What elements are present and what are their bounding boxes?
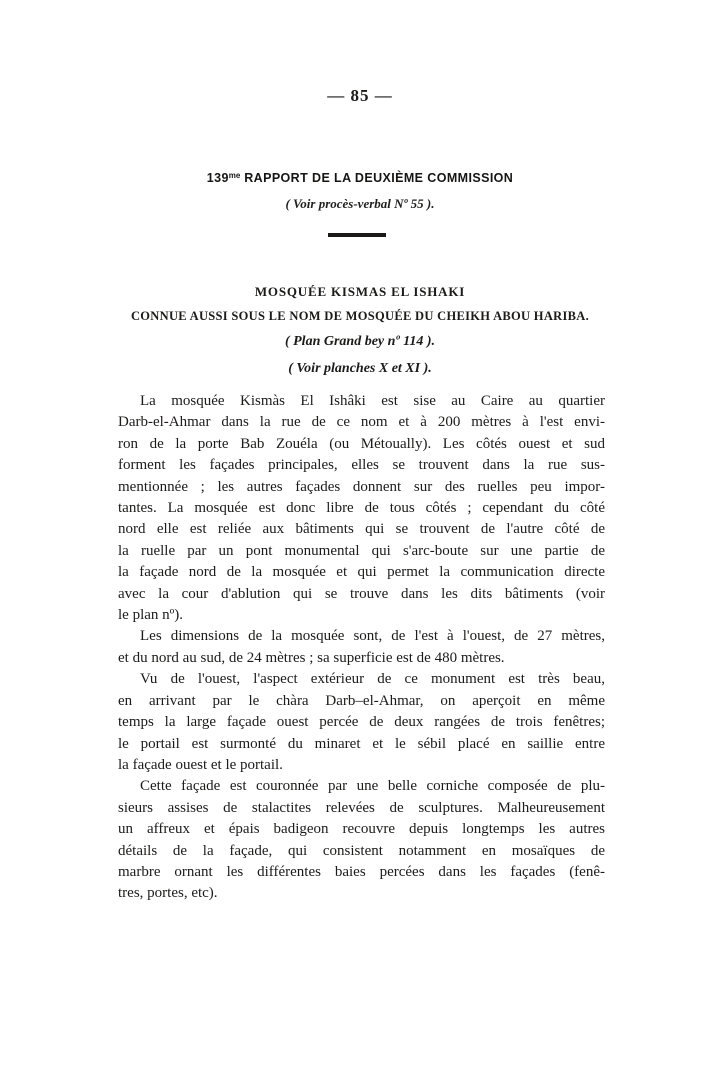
page-number: — 85 — (327, 86, 393, 105)
report-subtitle: ( Voir procès-verbal Nº 55 ). (285, 196, 435, 211)
document-title-line2: CONNUE AUSSI SOUS LE NOM DE MOSQUÉE DU CHEIKH ABOU HARIBA. (130, 309, 590, 323)
text-line: et du nord au sud, de 24 mètres ; sa superficie est de 480 mètres. (118, 649, 505, 666)
text-line: La mosquée Kismàs El Ishâki est sise au Caire au quartier (140, 393, 605, 409)
text-line: Les dimensions de la mosquée sont, de l'est à l'ouest, de 27 mètres, (140, 628, 605, 645)
text-line: forment les façades principales, elles se trouvent dans la rue sus- (118, 457, 605, 474)
report-title: RAPPORT DE LA DEUXIÈME COMMISSION (240, 171, 514, 185)
text-line: ron de la porte Bab Zouéla (ou Métoually). Les côtés ouest et sud (118, 435, 605, 452)
text-line: le plan nº). (118, 607, 184, 624)
text-line: Cette façade est couronnée par une belle corniche composée de plu- (140, 778, 605, 795)
text-line: Darb-el-Ahmar dans la rue de ce nom et à 200 mètres à l'est envi- (118, 414, 605, 431)
text-line: avec la cour d'ablution qui se trouve dans les dits bâtiments (voir (118, 585, 605, 602)
text-line: la ruelle par un pont monumental qui s'arc-boute sur une partie de (118, 542, 605, 559)
plates-reference: ( Voir planches X et XI ). (288, 361, 432, 376)
text-line: tres, portes, etc). (118, 885, 218, 902)
text-line: le portail est surmonté du minaret et le sébil placé en saillie entre (118, 735, 605, 752)
text-line: marbre ornant les différentes baies percées dans les façades (fenê- (118, 863, 605, 880)
text-line: mentionnée ; les autres façades donnent sur des ruelles peu impor- (118, 478, 605, 495)
text-line: sieurs assises de stalactites relevées de sculptures. Malheureusement (118, 799, 605, 816)
text-line: tantes. La mosquée est donc libre de tous côtés ; cependant du côté (118, 500, 605, 517)
text-line: temps la large façade ouest percée de deux rangées de trois fenêtres; (118, 714, 605, 731)
text-line: un affreux et épais badigeon recouvre depuis longtemps les autres (118, 821, 605, 838)
document-title-line1: MOSQUÉE KISMAS EL ISHAKI (254, 284, 466, 299)
text-line: détails de la façade, qui consistent notamment en mosaïques de (118, 842, 605, 859)
report-number: 139 (206, 171, 229, 185)
body-text (118, 391, 605, 905)
report-number-superscript: me (228, 171, 241, 180)
text-line: la façade ouest et le portail. (118, 756, 283, 773)
text-line: Vu de l'ouest, l'aspect extérieur de ce monument est très beau, (140, 671, 605, 688)
report-header (0, 171, 720, 185)
text-line: la façade nord de la mosquée et qui permet la communication directe (118, 564, 605, 581)
plan-reference: ( Plan Grand bey nº 114 ). (284, 334, 436, 349)
text-line: nord elle est reliée aux bâtiments qui se trouvent de l'autre côté de (118, 521, 605, 538)
section-divider-rule (328, 233, 386, 237)
text-line: en arrivant par le chàra Darb–el-Ahmar, on aperçoit en même (118, 692, 605, 709)
